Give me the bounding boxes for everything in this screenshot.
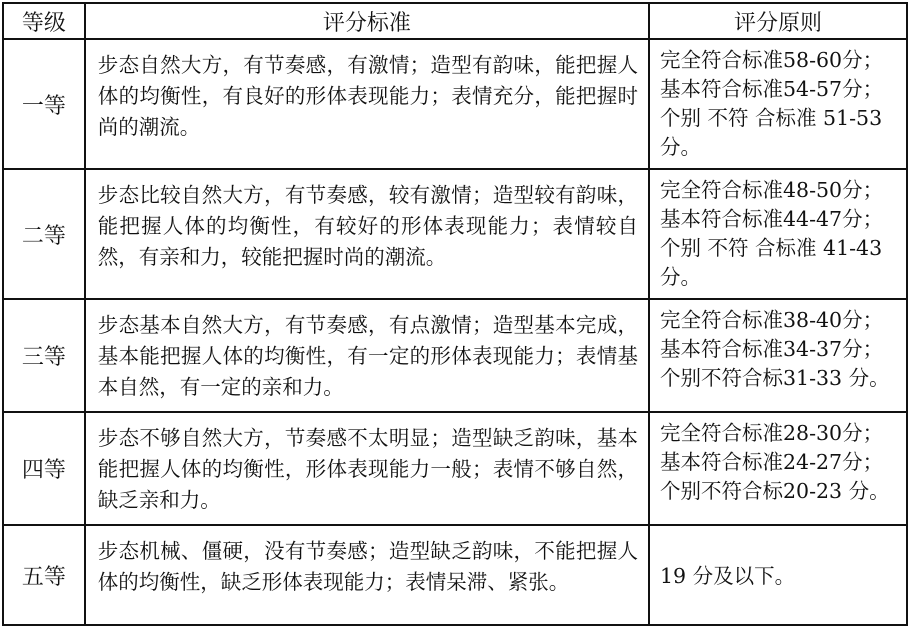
principle-line: 个别 不符 合标准 51-53 bbox=[660, 106, 883, 130]
principle-cell bbox=[649, 169, 907, 299]
header-principle: 评分原则 bbox=[649, 3, 907, 39]
principle-line: 分。 bbox=[660, 135, 701, 159]
principle-cell bbox=[649, 299, 907, 412]
grade-cell: 四等 bbox=[3, 412, 85, 525]
header-standard: 评分标准 bbox=[85, 3, 649, 39]
principle-line: 基本符合标准34-37分； bbox=[660, 337, 884, 361]
standard-cell: 步态机械、僵硬，没有节奏感；造型缺乏韵味，不能把握人体的均衡性，缺乏形体表现能力；表情呆滞、紧张。 bbox=[85, 525, 649, 625]
standard-cell: 步态不够自然大方，节奏感不太明显；造型缺乏韵味，基本能把握人体的均衡性，形体表现能力一般；表情不够自然，缺乏亲和力。 bbox=[85, 412, 649, 525]
principle-line: 完全符合标准28-30分； bbox=[660, 421, 884, 445]
header-grade: 等级 bbox=[3, 3, 85, 39]
grading-table bbox=[2, 2, 908, 626]
table-row bbox=[3, 39, 907, 169]
table-row bbox=[3, 412, 907, 525]
standard-cell: 步态基本自然大方，有节奏感，有点激情；造型基本完成，基本能把握人体的均衡性，有一定的形体表现能力；表情基本自然，有一定的亲和力。 bbox=[85, 299, 649, 412]
grade-cell: 五等 bbox=[3, 525, 85, 625]
principle-cell bbox=[649, 412, 907, 525]
standard-cell: 步态自然大方，有节奏感，有激情；造型有韵味，能把握人体的均衡性，有良好的形体表现能力；表情充分，能把握时尚的潮流。 bbox=[85, 39, 649, 169]
table-row bbox=[3, 299, 907, 412]
principle-line: 基本符合标准24-27分； bbox=[660, 450, 884, 474]
grade-cell: 三等 bbox=[3, 299, 85, 412]
grade-cell: 一等 bbox=[3, 39, 85, 169]
header-row bbox=[3, 3, 907, 39]
table-row bbox=[3, 525, 907, 625]
grade-cell: 二等 bbox=[3, 169, 85, 299]
principle-line: 完全符合标准38-40分； bbox=[660, 308, 884, 332]
principle-cell bbox=[649, 39, 907, 169]
principle-line: 基本符合标准54-57分； bbox=[660, 77, 884, 101]
principle-line: 个别不符合标20-23 分。 bbox=[660, 479, 890, 503]
principle-line: 完全符合标准48-50分； bbox=[660, 178, 884, 202]
standard-cell: 步态比较自然大方，有节奏感，较有激情；造型较有韵味，能把握人体的均衡性，有较好的形体表现能力；表情较自然，有亲和力，较能把握时尚的潮流。 bbox=[85, 169, 649, 299]
principle-line: 基本符合标准44-47分； bbox=[660, 207, 884, 231]
principle-line: 19 分及以下。 bbox=[660, 563, 796, 588]
principle-line: 完全符合标准58-60分； bbox=[660, 48, 884, 72]
principle-line: 分。 bbox=[660, 265, 701, 289]
principle-cell bbox=[649, 525, 907, 625]
table-row bbox=[3, 169, 907, 299]
principle-line: 个别不符合标31-33 分。 bbox=[660, 366, 890, 390]
principle-line: 个别 不符 合标准 41-43 bbox=[660, 236, 883, 260]
